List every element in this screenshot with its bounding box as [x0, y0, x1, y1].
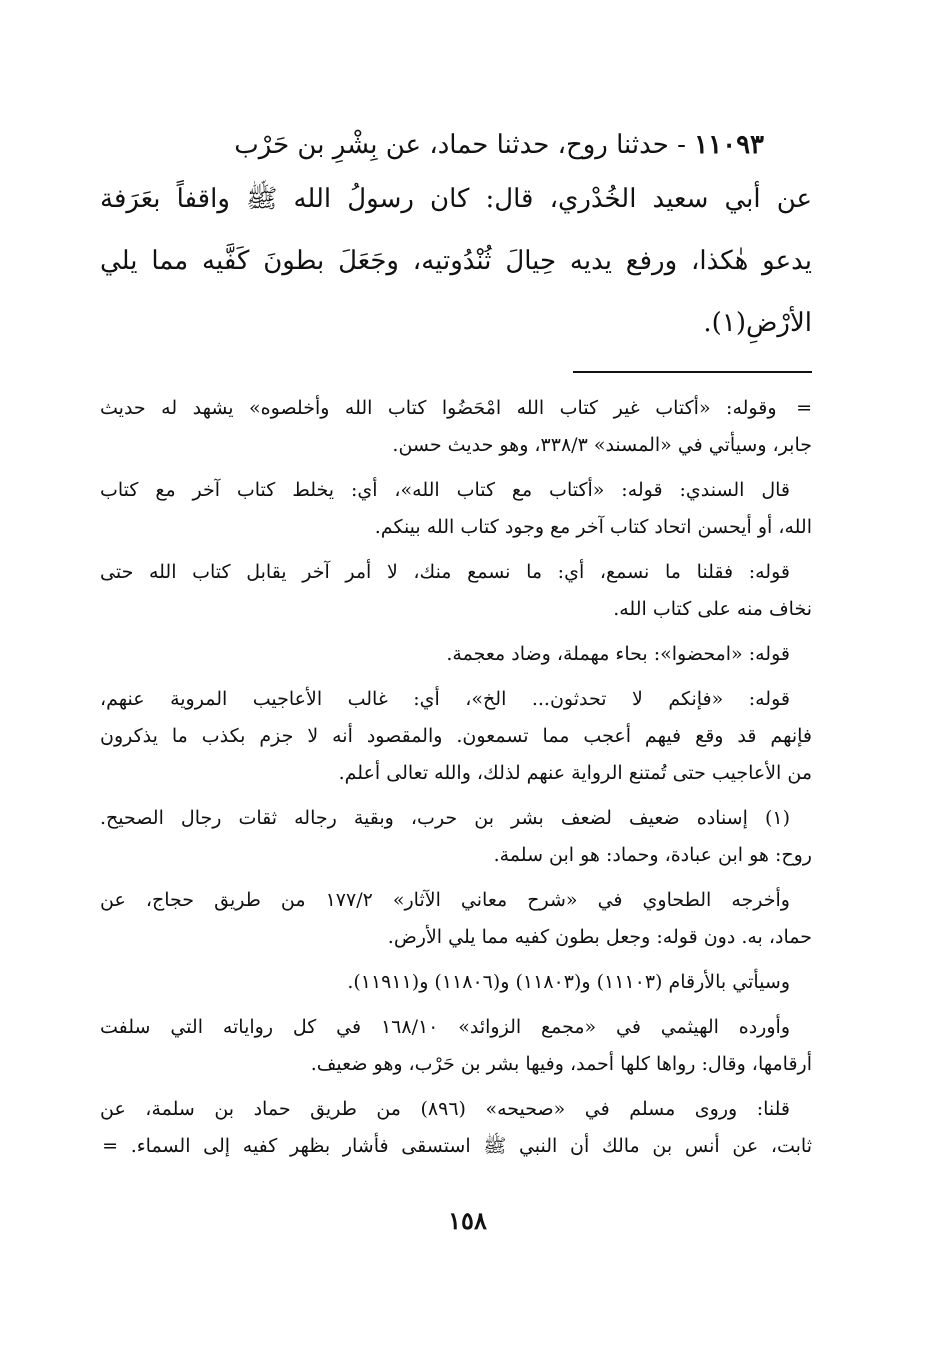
footnote-line: وأورده الهيثمي في «مجمع الزوائد» ١٦٨/١٠ في كل رواياته التي سلفت	[100, 1016, 790, 1038]
footnote-paragraph	[100, 800, 812, 874]
footnote-line: من الأعاجيب حتى تُمتنع الرواية عنهم لذلك، والله تعالى أعلم.	[338, 762, 812, 784]
footnote-paragraph	[100, 636, 812, 673]
footnote-line	[100, 390, 812, 427]
footnotes	[100, 390, 812, 1173]
hadith-number: ١١٠٩٣	[694, 130, 764, 160]
footnote-line: قوله: فقلنا ما نسمع، أي: ما نسمع منك، لا أمر آخر يقابل كتاب الله حتى	[100, 561, 790, 583]
hadith-header	[100, 122, 812, 168]
footnote-line: قوله: «امحضوا»: بحاء مهملة، وضاد معجمة.	[446, 643, 790, 665]
footnote-line: الله، أو أيحسن اتحاد كتاب آخر مع وجود كتاب الله بينكم.	[374, 516, 812, 538]
footnote-line: وأخرجه الطحاوي في «شرح معاني الآثار» ١٧٧/٢ من طريق حجاج، عن	[100, 889, 790, 911]
footnote-paragraph	[100, 882, 812, 956]
footnote-line: وسيأتي بالأرقام (١١١٠٣) و(١١٨٠٣) و(١١٨٠٦) و(١١٩١١).	[347, 971, 790, 993]
footnote-line-text: وقوله: «أكتاب غير كتاب الله امْحَضُوا كتاب الله وأخلصوه» يشهد له حديث	[100, 397, 777, 419]
footnote-line: أرقامها، وقال: رواها كلها أحمد، وفيها بشر بن حَرْب، وهو ضعيف.	[310, 1053, 812, 1075]
footnote-line: قوله: «فإنكم لا تحدثون... الخ»، أي: غالب الأعاجيب المروية عنهم،	[100, 688, 790, 710]
footnote-line: قال السندي: قوله: «أكتاب مع كتاب الله»، أي: يخلط كتاب آخر مع كتاب	[100, 479, 790, 501]
footnote-paragraph	[100, 681, 812, 792]
footnote-paragraph	[100, 390, 812, 464]
footnote-line-text: ثابت، عن أنس بن مالك أن النبي ﷺ استسقى فأشار بظهر كفيه إلى السماء.	[130, 1135, 812, 1157]
footnote-separator	[573, 371, 812, 373]
hadith-line: الأرْضِ(١).	[703, 308, 812, 338]
hadith-text	[100, 122, 812, 354]
footnote-paragraph	[100, 1009, 812, 1083]
footnote-line: قلنا: وروى مسلم في «صحيحه» (٨٩٦) من طريق حماد بن سلمة، عن	[100, 1098, 790, 1120]
hadith-isnad: - حدثنا روح، حدثنا حماد، عن بِشْرِ بن حَرْب	[234, 130, 686, 160]
footnote-paragraph	[100, 472, 812, 546]
hadith-line: يدعو هٰكذا، ورفع يديه حِيالَ ثُنْدُوتيه، وجَعَلَ بطونَ كَفَّيه مما يلي	[100, 246, 812, 276]
footnote-line	[100, 1128, 812, 1165]
hadith-line: عن أبي سعيد الخُدْري، قال: كان رسولُ الله ﷺ واقفاً بعَرَفة	[100, 184, 812, 214]
footnote-paragraph	[100, 554, 812, 628]
footnote-paragraph	[100, 964, 812, 1001]
footnote-line: جابر، وسيأتي في «المسند» ٣٣٨/٣، وهو حديث حسن.	[392, 434, 812, 456]
footnote-line: روح: هو ابن عبادة، وحماد: هو ابن سلمة.	[493, 844, 812, 866]
footnote-paragraph	[100, 1091, 812, 1165]
continuation-marker: =	[796, 397, 812, 419]
page-number: ١٥٨	[448, 1206, 487, 1235]
footnote-line: فإنهم قد وقع فيهم أعجب مما تسمعون. والمقصود أنه لا جزم بكذب ما يذكرون	[100, 725, 812, 747]
footnote-line: نخاف منه على كتاب الله.	[613, 598, 812, 620]
footnote-line: حماد، به. دون قوله: وجعل بطون كفيه مما يلي الأرض.	[387, 926, 812, 948]
continuation-marker-end: =	[102, 1135, 118, 1157]
footnote-line: (١) إسناده ضعيف لضعف بشر بن حرب، وبقية رجاله ثقات رجال الصحيح.	[100, 807, 790, 829]
